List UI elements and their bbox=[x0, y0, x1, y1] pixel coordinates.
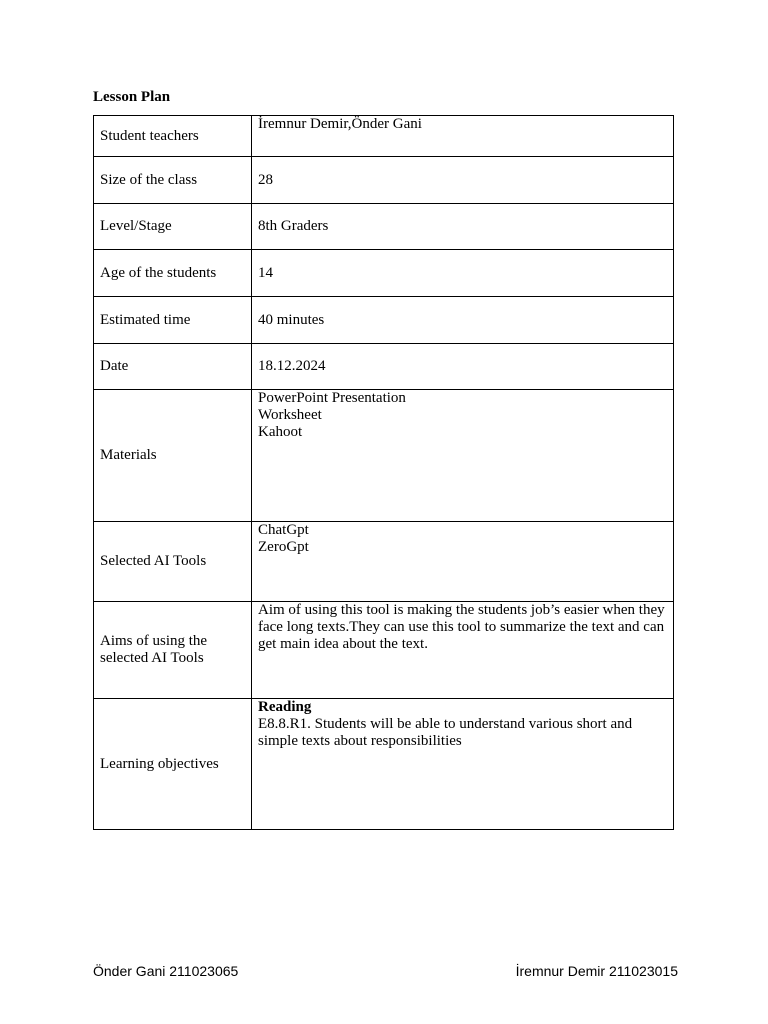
row-value-time: 40 minutes bbox=[252, 297, 674, 344]
footer-left: Önder Gani 211023065 bbox=[93, 963, 239, 979]
table-row bbox=[94, 390, 674, 522]
row-value-aims: Aim of using this tool is making the students job’s easier when they face long texts.They can use this tool to summarize the text and can get main idea about the text. bbox=[252, 602, 674, 699]
objectives-text: E8.8.R1. Students will be able to understand various short and simple texts about responsibilities bbox=[258, 716, 633, 749]
row-value-age: 14 bbox=[252, 250, 674, 297]
aims-label-line: selected AI Tools bbox=[100, 650, 204, 666]
material-item: Kahoot bbox=[258, 424, 303, 440]
document-title: Lesson Plan bbox=[93, 89, 171, 105]
table-row bbox=[94, 699, 674, 830]
row-label-level: Level/Stage bbox=[94, 204, 252, 250]
row-value-materials bbox=[252, 390, 674, 522]
row-label-student-teachers: Student teachers bbox=[94, 116, 252, 157]
ai-tool-item: ChatGpt bbox=[258, 522, 309, 538]
table-row bbox=[94, 344, 674, 390]
row-label-date: Date bbox=[94, 344, 252, 390]
material-item: PowerPoint Presentation bbox=[258, 390, 406, 406]
row-value-ai-tools bbox=[252, 522, 674, 602]
row-label-time: Estimated time bbox=[94, 297, 252, 344]
row-value-student-teachers: İremnur Demir,Önder Gani bbox=[252, 116, 674, 157]
table-row bbox=[94, 297, 674, 344]
row-value-class-size: 28 bbox=[252, 157, 674, 204]
table-row bbox=[94, 116, 674, 157]
table-row bbox=[94, 602, 674, 699]
footer-right: İremnur Demir 211023015 bbox=[515, 963, 678, 979]
lesson-plan-table bbox=[93, 115, 674, 830]
row-label-age: Age of the students bbox=[94, 250, 252, 297]
ai-tool-item: ZeroGpt bbox=[258, 539, 309, 555]
table-row bbox=[94, 522, 674, 602]
table-row bbox=[94, 250, 674, 297]
row-label-ai-tools: Selected AI Tools bbox=[94, 522, 252, 602]
row-label-materials: Materials bbox=[94, 390, 252, 522]
table-row bbox=[94, 204, 674, 250]
aims-label-line: Aims of using the bbox=[100, 633, 208, 649]
row-label-aims bbox=[94, 602, 252, 699]
row-value-level: 8th Graders bbox=[252, 204, 674, 250]
row-label-class-size: Size of the class bbox=[94, 157, 252, 204]
row-value-objectives bbox=[252, 699, 674, 830]
table-row bbox=[94, 157, 674, 204]
objectives-heading: Reading bbox=[258, 699, 312, 715]
material-item: Worksheet bbox=[258, 407, 322, 423]
row-value-date: 18.12.2024 bbox=[252, 344, 674, 390]
row-label-objectives: Learning objectives bbox=[94, 699, 252, 830]
